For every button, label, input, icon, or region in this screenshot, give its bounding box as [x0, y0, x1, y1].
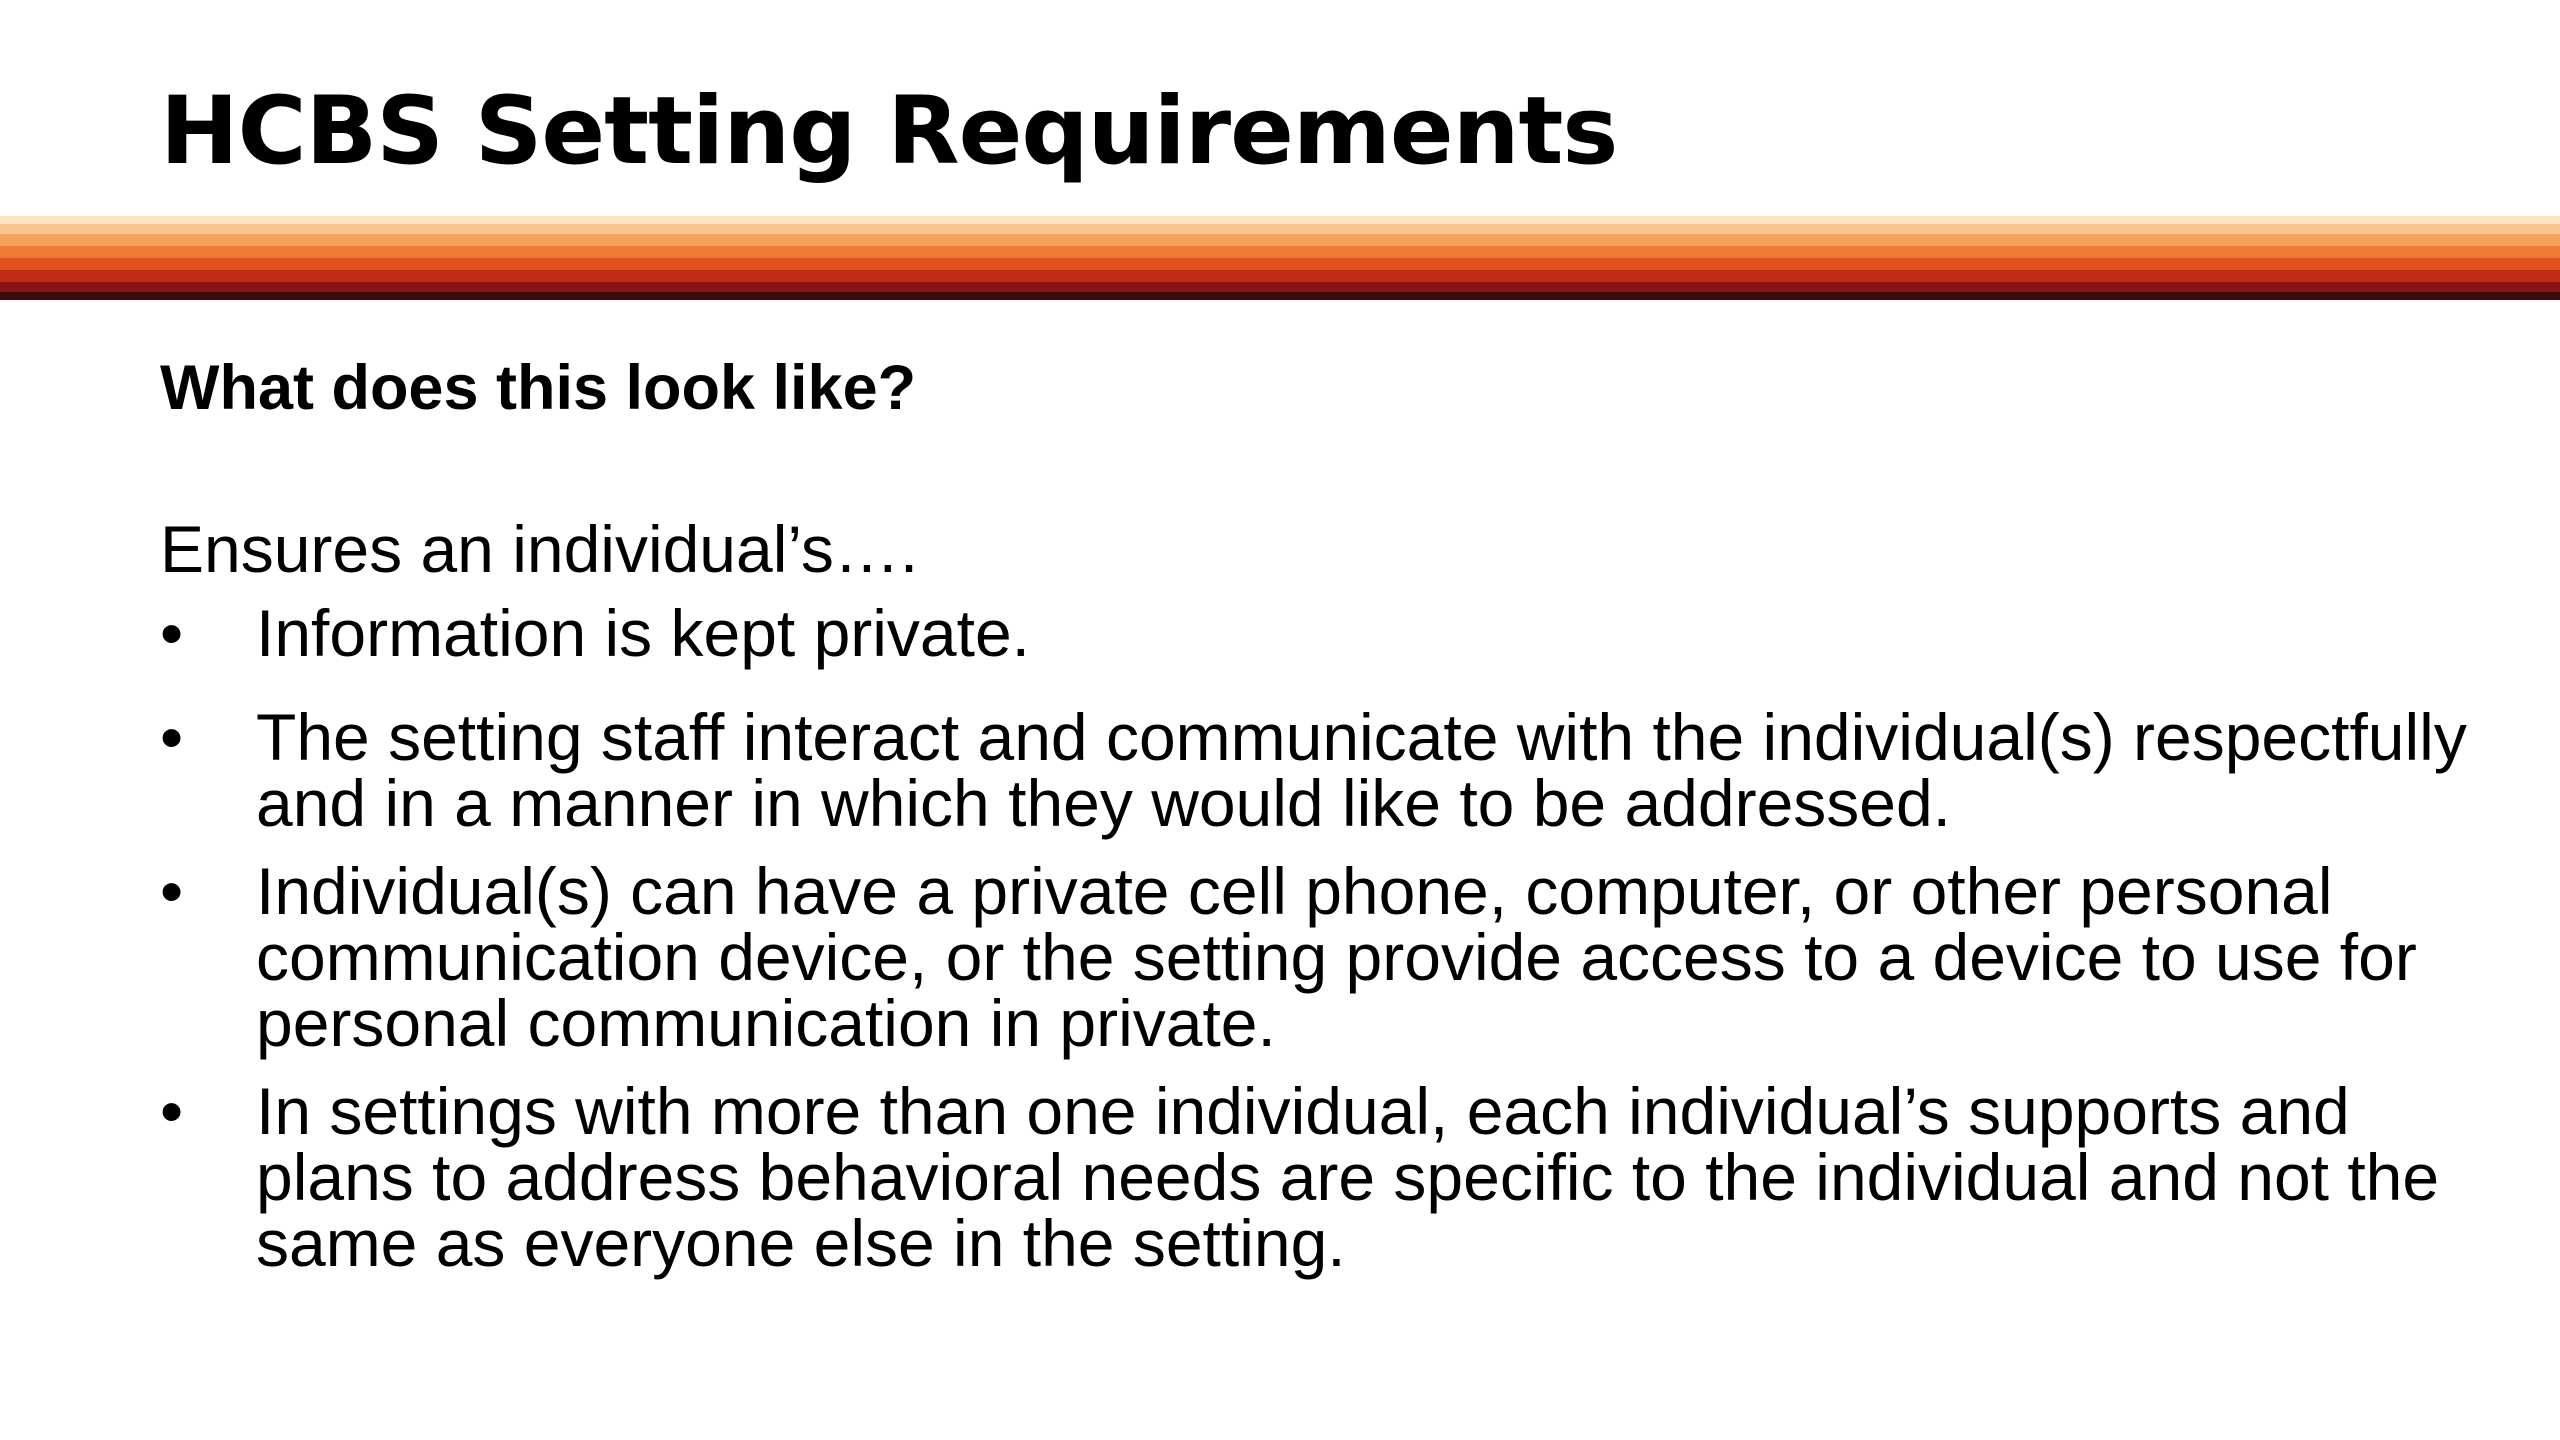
- stripe-band: [0, 234, 2560, 246]
- stripe-band: [0, 270, 2560, 282]
- bullet-text: Information is kept private.: [256, 596, 1031, 670]
- bullet-text: In settings with more than one individual, each individual’s supports and plans to address behavioral needs are specific to the individual and not the same as everyone else in the setting.: [256, 1074, 2440, 1280]
- intro-text: Ensures an individual’s….: [160, 512, 919, 586]
- subheading: What does this look like?: [160, 353, 917, 423]
- stripe-band: [0, 282, 2560, 292]
- decorative-stripe: [0, 216, 2560, 300]
- stripe-band: [0, 292, 2560, 300]
- bullet-item: [160, 700, 2480, 840]
- stripe-band: [0, 246, 2560, 258]
- bullet-icon: •: [160, 700, 184, 774]
- stripe-band: [0, 258, 2560, 270]
- bullet-text: The setting staff interact and communicate with the individual(s) respectfully and in a manner in which they would like to be addressed.: [256, 700, 2467, 840]
- bullet-icon: •: [160, 1074, 184, 1148]
- bullet-item: [160, 596, 2480, 670]
- stripe-band: [0, 224, 2560, 234]
- stripe-band: [0, 216, 2560, 224]
- bullet-icon: •: [160, 854, 184, 928]
- bullet-item: [160, 854, 2480, 1060]
- bullet-text: Individual(s) can have a private cell phone, computer, or other personal communication device, or the setting provide access to a device to use for personal communication in private.: [256, 854, 2417, 1060]
- bullet-item: [160, 1074, 2480, 1280]
- bullet-icon: •: [160, 596, 184, 670]
- bullet-list: [160, 596, 2480, 1298]
- slide-title: HCBS Setting Requirements: [160, 77, 1618, 186]
